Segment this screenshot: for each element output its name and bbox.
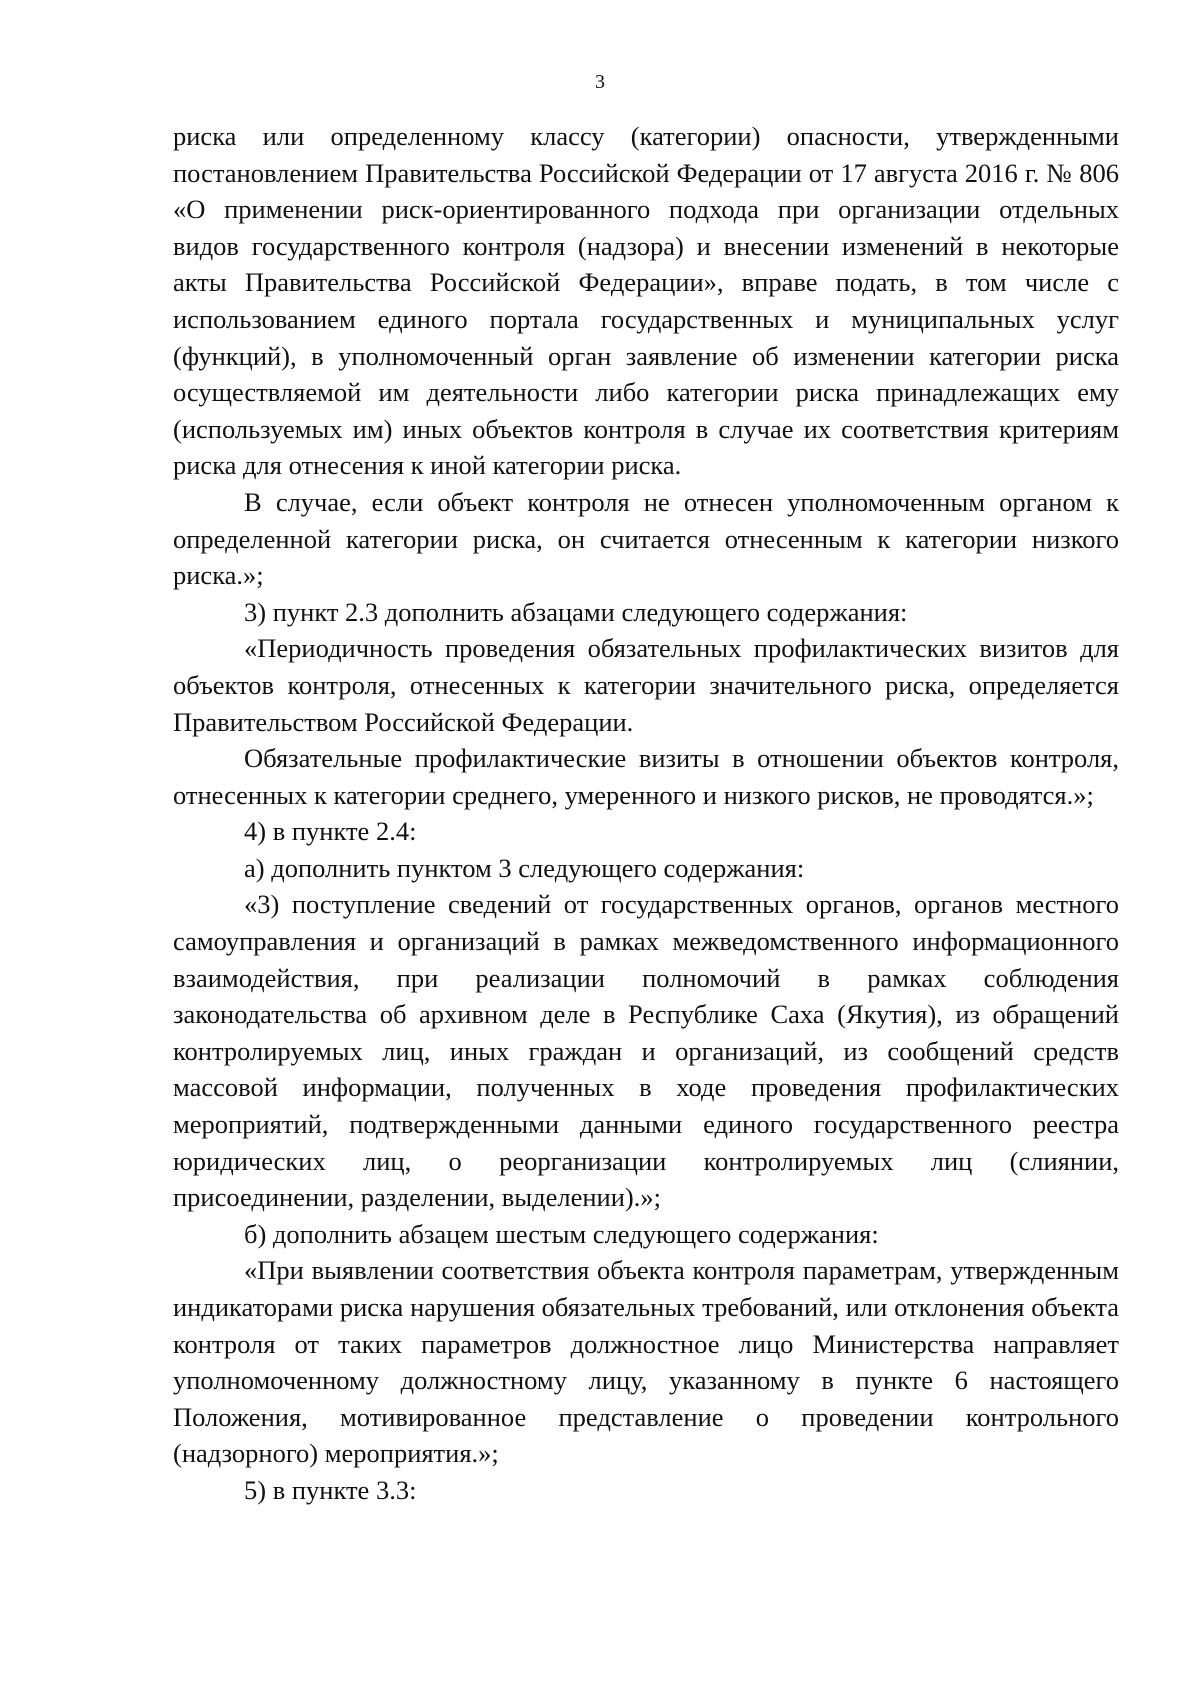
document-body (173, 118, 1119, 1509)
paragraph-risk-category-application: риска или определенному классу (категории) опасности, утвержденными постановлением Правительства Российской Федерации от 17 августа 2016 г. № 806 «О применении риск-ориентированного подхода при организации отдельных видов государственного контроля (надзора) и внесении изменений в некоторые акты Правительства Российской Федерации», вправе подать, в том числе с использованием единого портала государственных и муниципальных услуг (функций), в уполномоченный орган заявление об изменении категории риска осуществляемой им деятельности либо категории риска принадлежащих ему (используемых им) иных объектов контроля в случае их соответствия критериям риска для отнесения к иной категории риска. (173, 121, 1119, 481)
paragraph-item-4-heading: 4) в пункте 2.4: (244, 816, 417, 847)
paragraph-item-3-heading: 3) пункт 2.3 дополнить абзацами следующего содержания: (244, 596, 908, 627)
page-number: 3 (595, 71, 605, 93)
paragraph-visits-not-conducted: Обязательные профилактические визиты в отношении объектов контроля, отнесенных к категории среднего, умеренного и низкого рисков, не проводятся.»; (173, 743, 1119, 810)
paragraph-item-5-heading: 5) в пункте 3.3: (244, 1474, 417, 1505)
paragraph-subitem-a-heading: а) дополнить пунктом 3 следующего содержания: (244, 852, 805, 883)
paragraph-visit-periodicity: «Периодичность проведения обязательных профилактических визитов для объектов контроля, отнесенных к категории значительного риска, определяется Правительством Российской Федерации. (173, 633, 1119, 737)
paragraph-subitem-b-heading: б) дополнить абзацем шестым следующего содержания: (244, 1218, 879, 1249)
paragraph-risk-indicator-detection: «При выявлении соответствия объекта контроля параметрам, утвержденным индикаторами риска нарушения обязательных требований, или отклонения объекта контроля от таких параметров должностное лицо Министерства направляет уполномоченному должностному лицу, указанному в пункте 6 настоящего Положения, мотивированное представление о проведении контрольного (надзорного) мероприятия.»; (173, 1255, 1119, 1469)
paragraph-information-receipt: «3) поступление сведений от государственных органов, органов местного самоуправления и организаций в рамках межведомственного информационного взаимодействия, при реализации полномочий в рамках соблюдения законодательства об архивном деле в Республике Саха (Якутия), из обращений контролируемых лиц, иных граждан и организаций, из сообщений средств массовой информации, полученных в ходе проведения профилактических мероприятий, подтвержденными данными единого государственного реестра юридических лиц, о реорганизации контролируемых лиц (слиянии, присоединении, разделении, выделении).»; (173, 889, 1119, 1213)
paragraph-low-risk-default: В случае, если объект контроля не отнесен уполномоченным органом к определенной категории риска, он считается отнесенным к категории низкого риска.»; (173, 486, 1119, 591)
